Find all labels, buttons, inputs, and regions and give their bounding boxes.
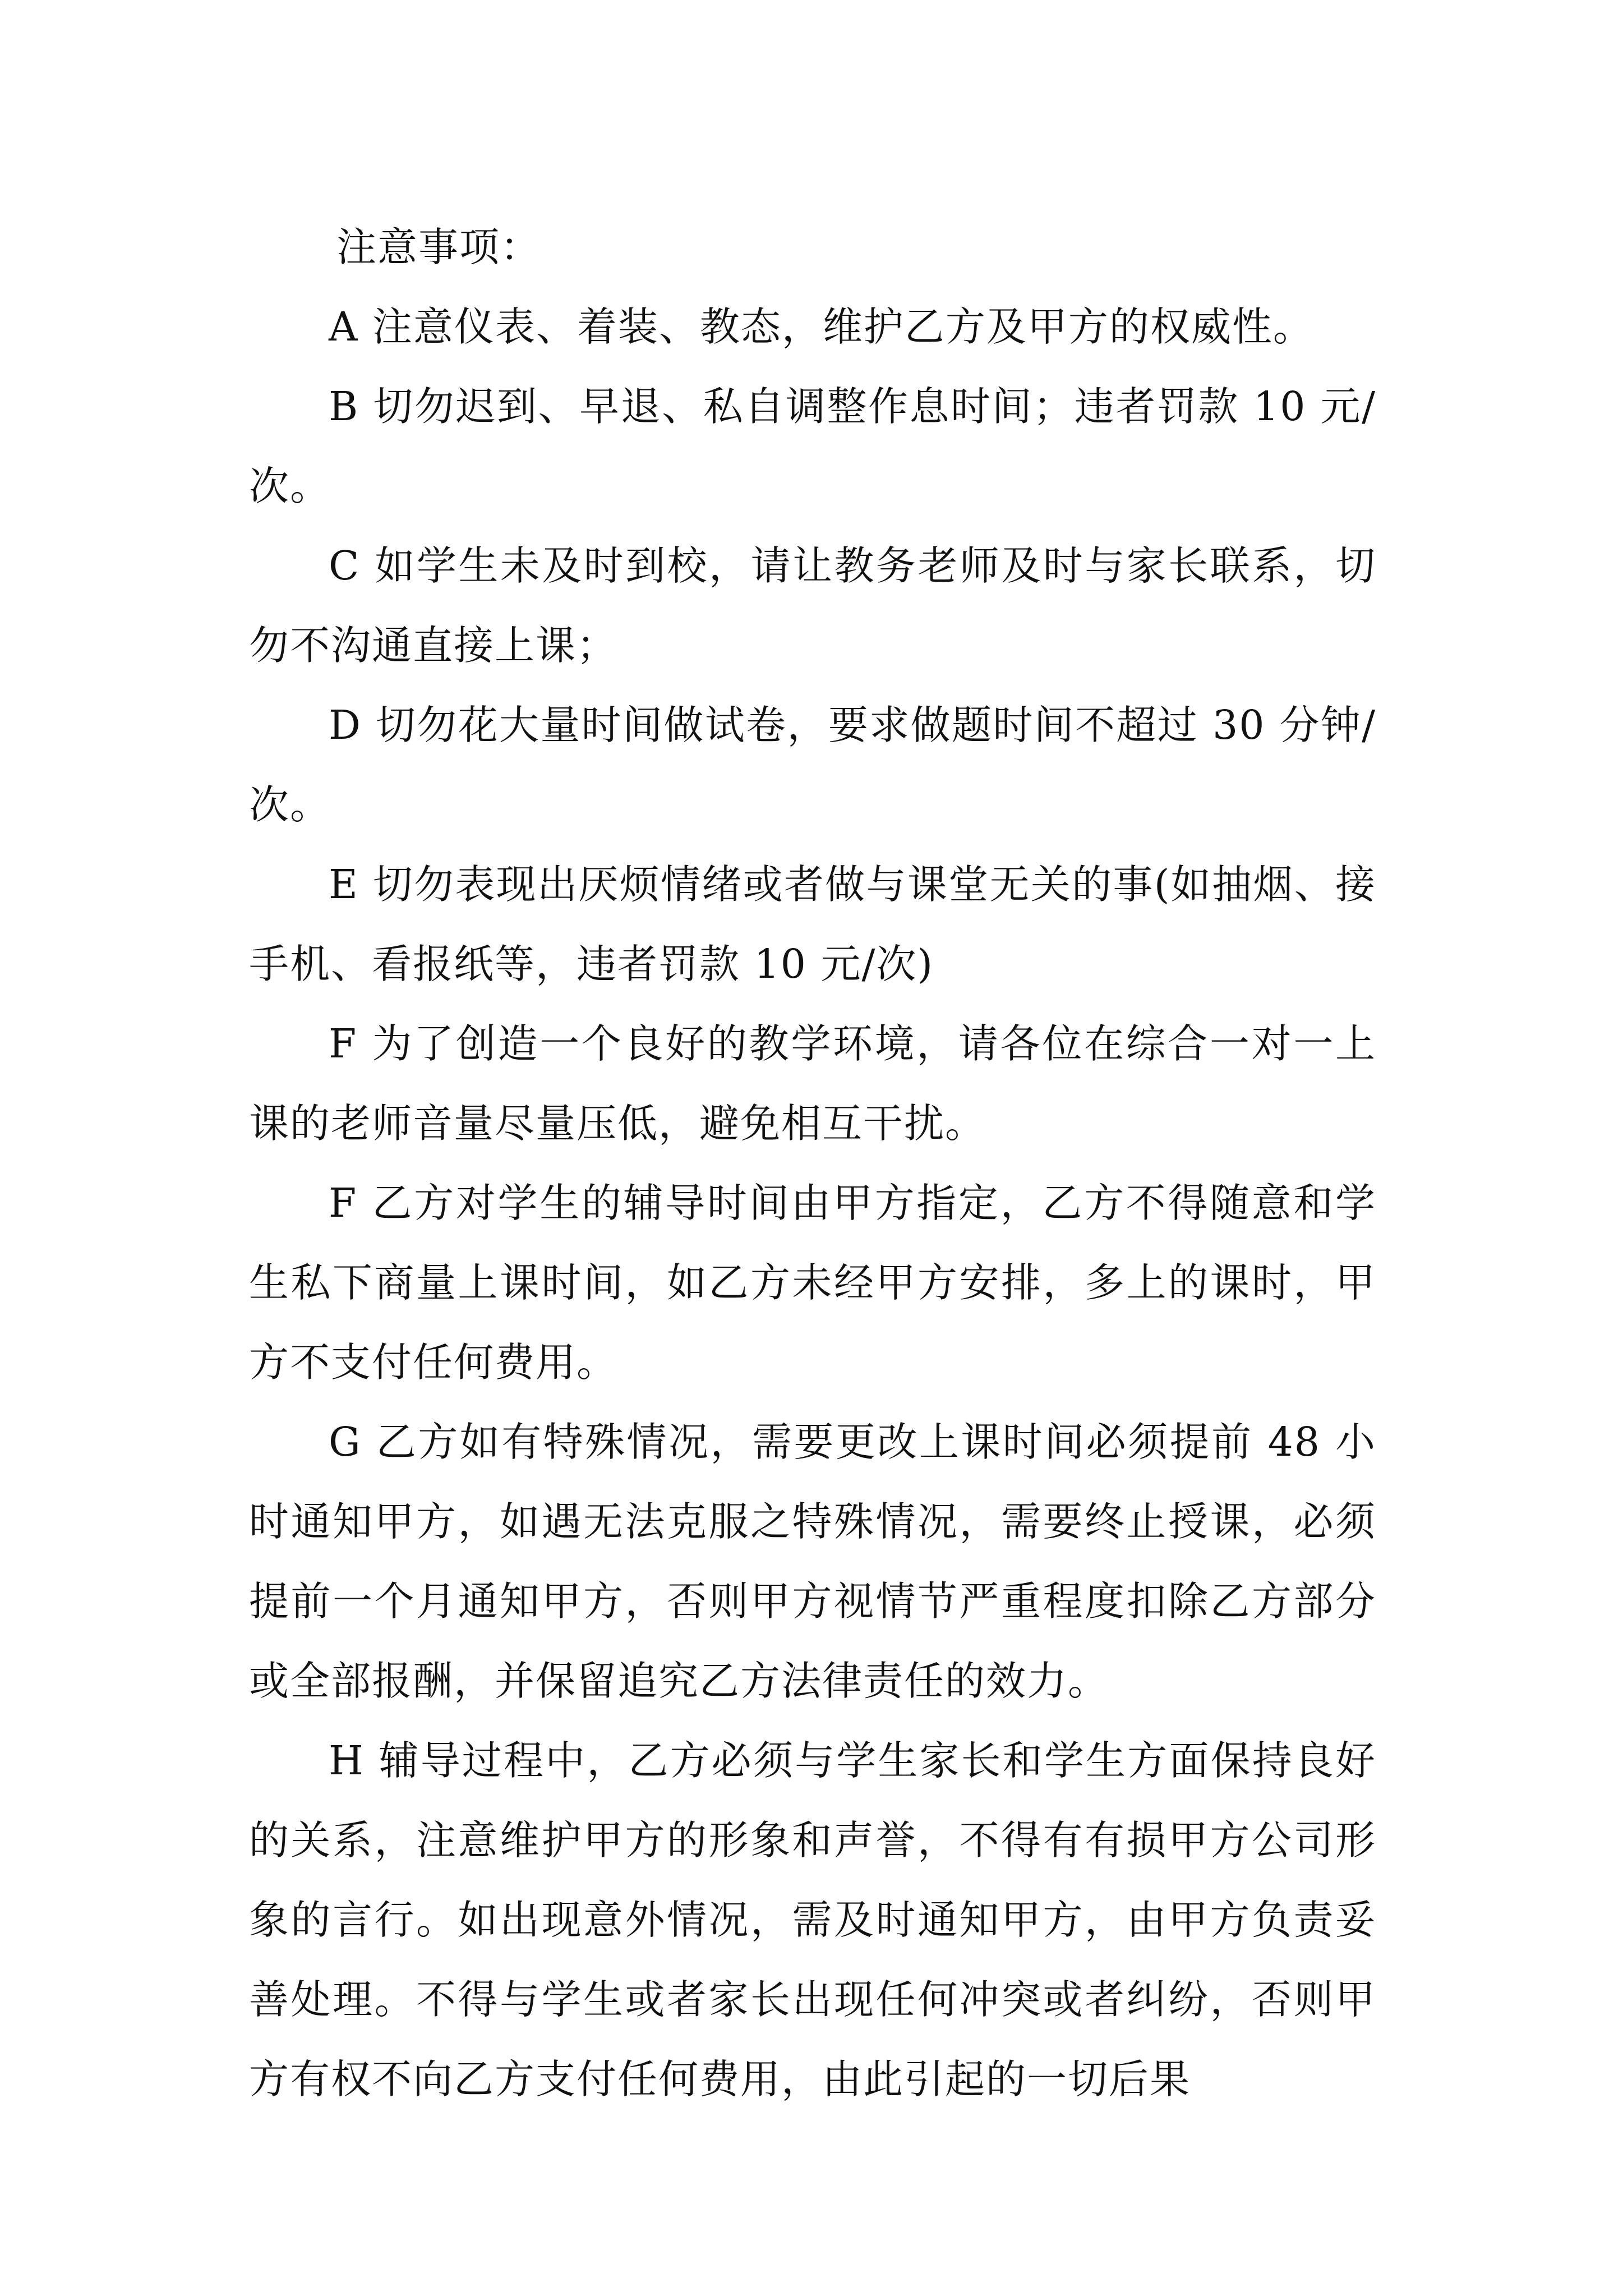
notice-item-c: C 如学生未及时到校，请让教务老师及时与家长联系，切勿不沟通直接上课；: [249, 542, 1376, 669]
notice-heading: 注意事项：: [336, 224, 542, 270]
document-body: [249, 208, 1376, 2119]
notice-item-d: D 切勿花大量时间做试卷，要求做题时间不超过 30 分钟/次。: [249, 702, 1376, 828]
notice-item-b: B 切勿迟到、早退、私自调整作息时间；违者罚款 10 元/次。: [249, 383, 1376, 509]
notice-item-g: G 乙方如有特殊情况，需要更改上课时间必须提前 48 小时通知甲方，如遇无法克服之特殊情况，需要终止授课，必须提前一个月通知甲方，否则甲方视情节严重程度扣除乙方部分或全部报酬，并保留追究乙方法律责任的效力。: [249, 1419, 1376, 1704]
notice-item-e: E 切勿表现出厌烦情绪或者做与课堂无关的事(如抽烟、接手机、看报纸等，违者罚款 10 元/次): [249, 861, 1376, 987]
notice-item-h: H 辅导过程中，乙方必须与学生家长和学生方面保持良好的关系，注意维护甲方的形象和声誉，不得有有损甲方公司形象的言行。如出现意外情况，需及时通知甲方，由甲方负责妥善处理。不得与学生或者家长出现任何冲突或者纠纷，否则甲方有权不向乙方支付任何费用，由此引起的一切后果: [249, 1737, 1376, 2102]
notice-item-f2: F 乙方对学生的辅导时间由甲方指定，乙方不得随意和学生私下商量上课时间，如乙方未经甲方安排，多上的课时，甲方不支付任何费用。: [249, 1180, 1376, 1386]
notice-item-f1: F 为了创造一个良好的教学环境，请各位在综合一对一上课的老师音量尽量压低，避免相互干扰。: [249, 1020, 1376, 1147]
notice-item-a: A 注意仪表、着装、教态，维护乙方及甲方的权威性。: [329, 303, 1314, 350]
